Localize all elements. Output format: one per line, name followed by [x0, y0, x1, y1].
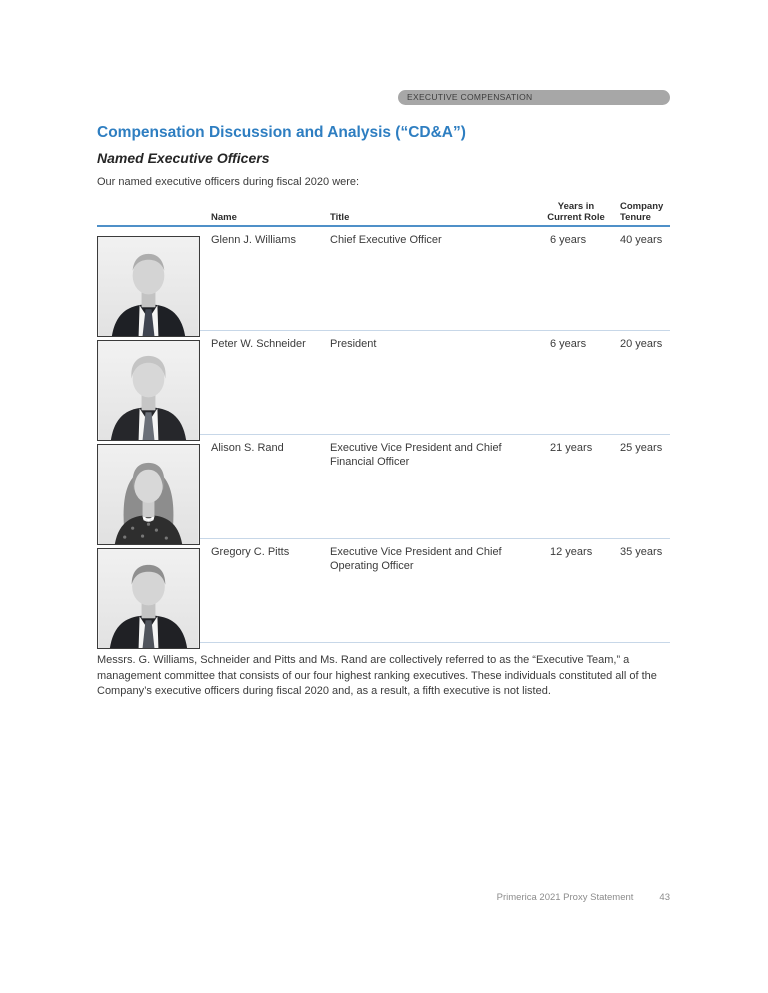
- column-header-name: Name: [211, 211, 237, 223]
- portrait-alison-s-rand: [97, 444, 200, 545]
- years-in-current-role: 6 years: [550, 234, 587, 246]
- company-tenure: 40 years: [620, 234, 663, 246]
- years-in-current-role: 6 years: [550, 338, 587, 350]
- section-subtitle: Named Executive Officers: [97, 150, 270, 166]
- company-tenure: 35 years: [620, 546, 663, 558]
- executive-title: Chief Executive Officer: [330, 234, 442, 246]
- intro-text: Our named executive officers during fiscal 2020 were:: [97, 176, 360, 188]
- column-header-title: Title: [330, 211, 350, 223]
- headshot-man-white-hair-image: [98, 341, 199, 440]
- footer-document-title: Primerica 2021 Proxy Statement: [496, 892, 634, 903]
- years-in-current-role: 12 years: [550, 546, 593, 558]
- executive-title: Executive Vice President and Chief Financial Officer: [330, 442, 502, 468]
- column-header-years-in-current-role: Years in Current Role: [547, 201, 605, 223]
- section-banner: EXECUTIVE COMPENSATION: [398, 90, 670, 105]
- headshot-woman-long-hair-image: [98, 445, 199, 544]
- photo-cell: [97, 539, 211, 649]
- portrait-glenn-j-williams: [97, 236, 200, 337]
- executive-name: Glenn J. Williams: [211, 234, 296, 246]
- executive-name: Alison S. Rand: [211, 442, 284, 454]
- years-in-current-role: 21 years: [550, 442, 593, 454]
- page-title: Compensation Discussion and Analysis (“CD&A”): [97, 124, 466, 141]
- table-header-row: [97, 202, 670, 227]
- headshot-man-short-gray-hair-image: [98, 237, 199, 336]
- table-row: [97, 539, 670, 643]
- closing-paragraph: Messrs. G. Williams, Schneider and Pitts and Ms. Rand are collectively referred to as the “Executive Team,” a management committee that consists of our four highest ranking executives. These individuals constituted all of the Company’s executive officers during fiscal 2020 and, as a result, a fifth executive is not listed.: [97, 654, 657, 697]
- named-executive-officers-table: [97, 202, 670, 643]
- table-row: [97, 227, 670, 331]
- executive-title: Executive Vice President and Chief Operating Officer: [330, 546, 502, 572]
- executive-name: Peter W. Schneider: [211, 338, 306, 350]
- page-content: [97, 0, 670, 700]
- company-tenure: 25 years: [620, 442, 663, 454]
- column-header-company-tenure: Company Tenure: [620, 201, 664, 223]
- photo-cell: [97, 227, 211, 337]
- company-tenure: 20 years: [620, 338, 663, 350]
- executive-name: Gregory C. Pitts: [211, 546, 290, 558]
- table-row: [97, 331, 670, 435]
- headshot-man-dark-hair-image: [98, 549, 199, 648]
- photo-cell: [97, 331, 211, 441]
- portrait-gregory-c-pitts: [97, 548, 200, 649]
- portrait-peter-w-schneider: [97, 340, 200, 441]
- photo-cell: [97, 435, 211, 545]
- table-row: [97, 435, 670, 539]
- executive-title: President: [330, 338, 377, 350]
- page-number: 43: [659, 892, 670, 903]
- page-footer: [497, 892, 670, 903]
